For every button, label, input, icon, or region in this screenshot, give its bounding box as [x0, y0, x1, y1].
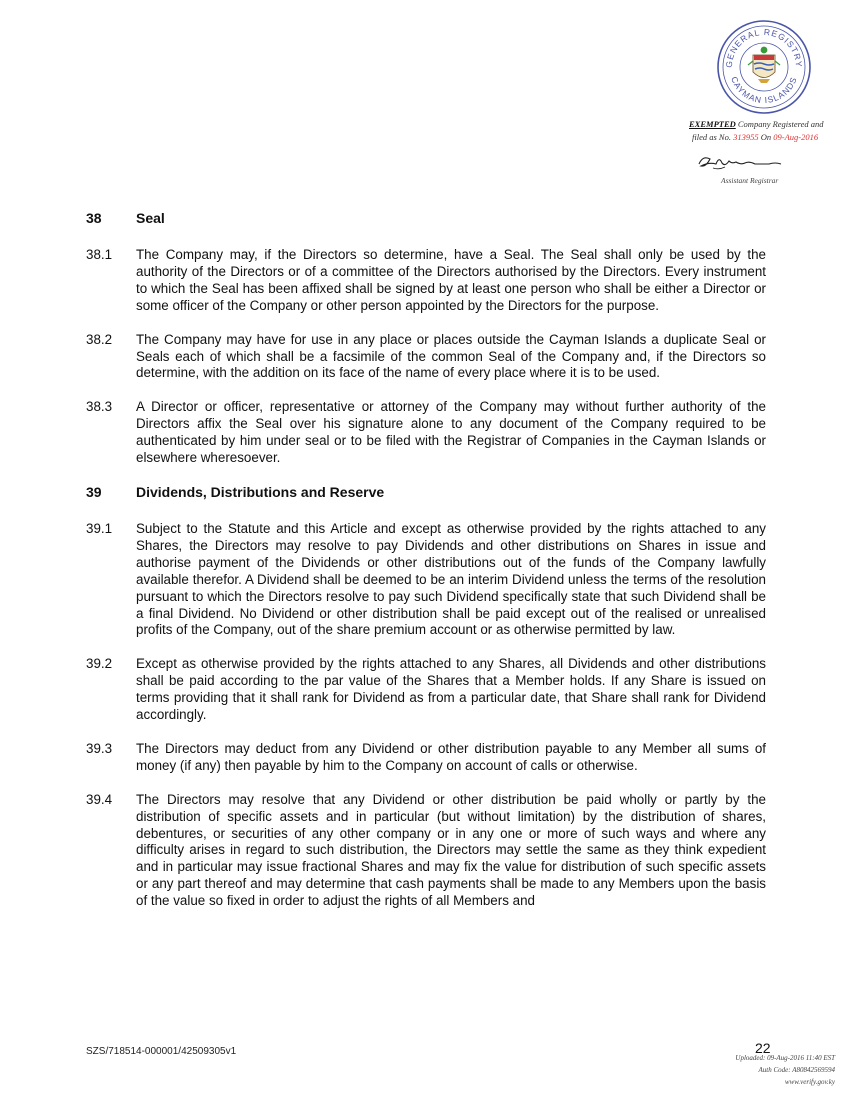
clause — [86, 521, 766, 639]
clause-number: 39.3 — [86, 740, 113, 756]
section-heading — [86, 484, 766, 501]
clause-number: 38.3 — [86, 399, 113, 415]
stamp-exempted: EXEMPTED — [689, 119, 736, 129]
clause-number: 39.1 — [86, 520, 113, 536]
clause-number: 38.1 — [86, 247, 113, 262]
upload-timestamp: Uploaded: 09-Aug-2016 11:40 EST — [735, 1054, 835, 1062]
document-body — [86, 210, 766, 927]
stamp-filing-number: 313955 — [733, 132, 759, 142]
clause-text: Except as otherwise provided by the rights attached to any Shares, all Dividends and other distributions shall be paid according to the par value of the Shares that a Member holds. If any Share is issued on terms providing that it shall rank for Dividend as from a particular date, that Share shall rank for Dividend accordingly. — [136, 656, 766, 723]
stamp-filing-date: 09-Aug-2016 — [773, 132, 819, 142]
clause-text: The Directors may deduct from any Dividend or other distribution payable to any Member all sums of money (if any) then payable by him to the Company on account of calls or otherwise. — [136, 740, 766, 773]
seal-bottom-text: CAYMAN ISLANDS — [729, 75, 799, 106]
section-title: Dividends, Distributions and Reserve — [136, 483, 385, 500]
document-reference: SZS/718514-000001/42509305v1 — [86, 1046, 237, 1057]
stamp-filed-prefix: filed as No. — [692, 132, 731, 142]
clause — [86, 399, 766, 467]
page-number: 22 — [755, 1040, 771, 1056]
clause-number: 39.4 — [86, 791, 113, 807]
section-number: 39 — [86, 483, 102, 500]
coat-of-arms-icon — [748, 47, 780, 83]
auth-code: Auth Code: A80842569594 — [758, 1066, 835, 1074]
registry-seal — [703, 17, 825, 117]
assistant-registrar-label: Assistant Registrar — [721, 176, 779, 185]
section-number: 38 — [86, 210, 102, 226]
clause — [86, 656, 766, 724]
stamp-on-text: On — [760, 132, 772, 142]
stamp-registration-line — [689, 119, 824, 129]
clause — [86, 792, 766, 910]
clause-text: The Company may have for use in any place or places outside the Cayman Islands a duplicate Seal or Seals each of which shall be a facsimile of the common Seal of the Company and, if the Directors so determine, with the addition on its face of the name of every place where it is to be used. — [136, 331, 766, 381]
verify-website: www.verify.gov.ky — [784, 1078, 835, 1086]
clause — [86, 332, 766, 383]
clause-text: The Company may, if the Directors so determine, have a Seal. The Seal shall only be used by the authority of the Directors or of a committee of the Directors authorised by the Directors. Every instrument to which the Seal has been affixed shall be signed by at least one person who shall be either a Director or some officer of the Company or other person appointed by the Directors for the purpose. — [136, 247, 766, 313]
signature — [697, 152, 785, 172]
clause-text: Subject to the Statute and this Article and except as otherwise provided by the rights attached to any Shares, the Directors may resolve to pay Dividends and other distributions on Shares in issue and authorise payment of the Dividends or other distributions out of the funds of the Company lawfully available therefor. A Dividend shall be deemed to be an interim Dividend unless the terms of the resolution pursuant to which the Directors resolve to pay such Dividend specifically state that such Dividend shall be a final Dividend. No Dividend or other distribution shall be paid except out of the realised or unrealised profits of the Company, out of the share premium account or as otherwise permitted by law. — [136, 520, 766, 638]
clause-number: 38.2 — [86, 331, 113, 347]
stamp-registered-text: Company Registered and — [737, 119, 824, 129]
seal-top-text: GENERAL REGISTRY — [723, 26, 805, 69]
clause-text: A Director or officer, representative or attorney of the Company may without further authority of the Directors affix the Seal over his signature alone to any document of the Company required to be authenticated by him under seal or to be filed with the Registrar of Companies in the Cayman Islands or elsewhere wheresoever. — [136, 399, 766, 466]
stamp-filing-line — [692, 132, 818, 142]
clause — [86, 247, 766, 315]
clause — [86, 741, 766, 775]
clause-number: 39.2 — [86, 656, 113, 672]
section-heading — [86, 210, 766, 227]
section-title: Seal — [136, 210, 165, 226]
clause-text: The Directors may resolve that any Dividend or other distribution be paid wholly or partly by the distribution of specific assets and in particular (but without limitation) by the distribution of shares, debentures, or securities of any other company or in any one or more of such ways and where any difficulty arises in regard to such distribution, the Directors may settle the same as they think expedient and in particular may issue fractional Shares and may fix the value for distribution of such specific assets or any part thereof and may determine that cash payments shall be made to any Members upon the basis of the value so fixed in order to adjust the rights of all Members and — [136, 791, 766, 909]
